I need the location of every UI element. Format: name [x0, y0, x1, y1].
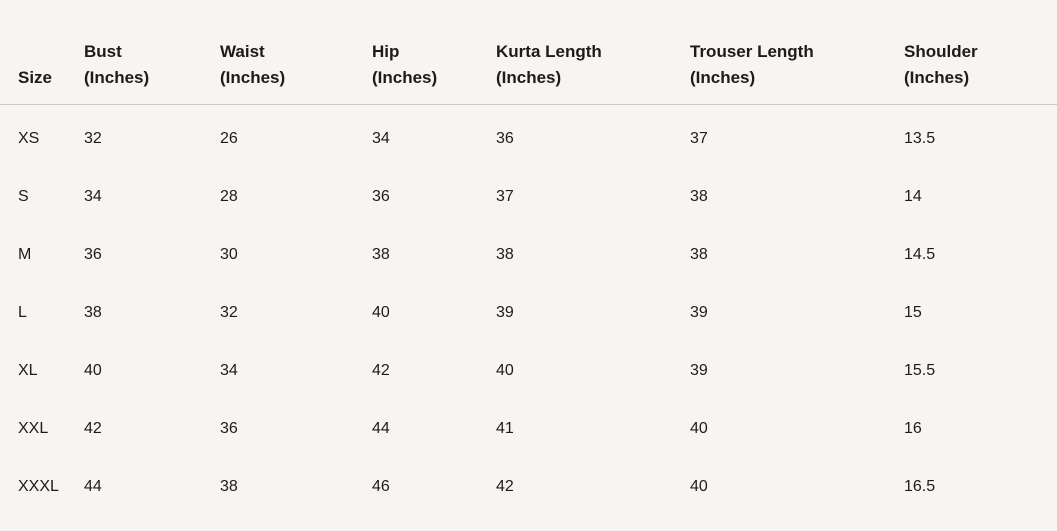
column-header-kurta-length [496, 0, 690, 104]
column-header-bust [84, 0, 220, 104]
cell-shoulder: 14.5 [904, 246, 936, 264]
column-header-hip [372, 0, 496, 104]
cell-bust: 40 [84, 362, 102, 380]
table-header-row [0, 0, 1057, 104]
cell-shoulder: 15.5 [904, 362, 936, 380]
column-header-trouser-length-line2: (Inches) [690, 68, 756, 88]
cell-waist: 38 [220, 478, 238, 496]
cell-shoulder: 14 [904, 188, 922, 206]
column-header-hip-line2: (Inches) [372, 68, 438, 88]
cell-size: S [18, 188, 29, 206]
cell-hip: 46 [372, 478, 390, 496]
cell-kurta-length: 37 [496, 188, 514, 206]
cell-size: XS [18, 130, 40, 148]
column-header-shoulder-line2: (Inches) [904, 68, 970, 88]
column-header-hip-line1: Hip [372, 41, 400, 61]
cell-hip: 34 [372, 130, 390, 148]
cell-bust: 32 [84, 130, 102, 148]
cell-waist: 26 [220, 130, 238, 148]
table-row [0, 343, 1057, 401]
cell-kurta-length: 39 [496, 304, 514, 322]
column-header-kurta-length-line1: Kurta Length [496, 41, 602, 61]
column-header-trouser-length [690, 0, 904, 104]
cell-size: L [18, 304, 27, 322]
table-row [0, 169, 1057, 227]
cell-trouser-length: 40 [690, 420, 708, 438]
cell-bust: 36 [84, 246, 102, 264]
column-header-trouser-length-line1: Trouser Length [690, 41, 814, 61]
cell-kurta-length: 36 [496, 130, 514, 148]
cell-bust: 42 [84, 420, 102, 438]
cell-waist: 32 [220, 304, 238, 322]
cell-trouser-length: 39 [690, 362, 708, 380]
cell-size: XXXL [18, 478, 59, 496]
cell-hip: 36 [372, 188, 390, 206]
cell-trouser-length: 38 [690, 246, 708, 264]
cell-hip: 42 [372, 362, 390, 380]
column-header-size-line2: Size [18, 68, 53, 88]
column-header-size [0, 0, 84, 104]
table-row [0, 459, 1057, 517]
cell-bust: 44 [84, 478, 102, 496]
table-row [0, 401, 1057, 459]
cell-waist: 30 [220, 246, 238, 264]
cell-trouser-length: 37 [690, 130, 708, 148]
cell-bust: 38 [84, 304, 102, 322]
cell-shoulder: 16.5 [904, 478, 936, 496]
cell-kurta-length: 38 [496, 246, 514, 264]
cell-size: XXL [18, 420, 49, 438]
cell-waist: 36 [220, 420, 238, 438]
cell-kurta-length: 40 [496, 362, 514, 380]
cell-size: M [18, 246, 32, 264]
table-body [0, 104, 1057, 517]
table-row [0, 227, 1057, 285]
cell-shoulder: 15 [904, 304, 922, 322]
table-row [0, 104, 1057, 169]
cell-size: XL [18, 362, 38, 380]
cell-trouser-length: 38 [690, 188, 708, 206]
table-row [0, 285, 1057, 343]
table-header [0, 0, 1057, 104]
cell-trouser-length: 40 [690, 478, 708, 496]
column-header-bust-line1: Bust [84, 41, 122, 61]
cell-kurta-length: 42 [496, 478, 514, 496]
cell-bust: 34 [84, 188, 102, 206]
column-header-waist-line1: Waist [220, 41, 265, 61]
cell-trouser-length: 39 [690, 304, 708, 322]
column-header-shoulder [904, 0, 1057, 104]
column-header-kurta-length-line2: (Inches) [496, 68, 562, 88]
cell-kurta-length: 41 [496, 420, 514, 438]
cell-waist: 28 [220, 188, 238, 206]
cell-waist: 34 [220, 362, 238, 380]
cell-hip: 38 [372, 246, 390, 264]
column-header-bust-line2: (Inches) [84, 68, 150, 88]
cell-hip: 40 [372, 304, 390, 322]
cell-shoulder: 13.5 [904, 130, 936, 148]
cell-hip: 44 [372, 420, 390, 438]
column-header-waist-line2: (Inches) [220, 68, 286, 88]
cell-shoulder: 16 [904, 420, 922, 438]
column-header-waist [220, 0, 372, 104]
column-header-shoulder-line1: Shoulder [904, 41, 978, 61]
